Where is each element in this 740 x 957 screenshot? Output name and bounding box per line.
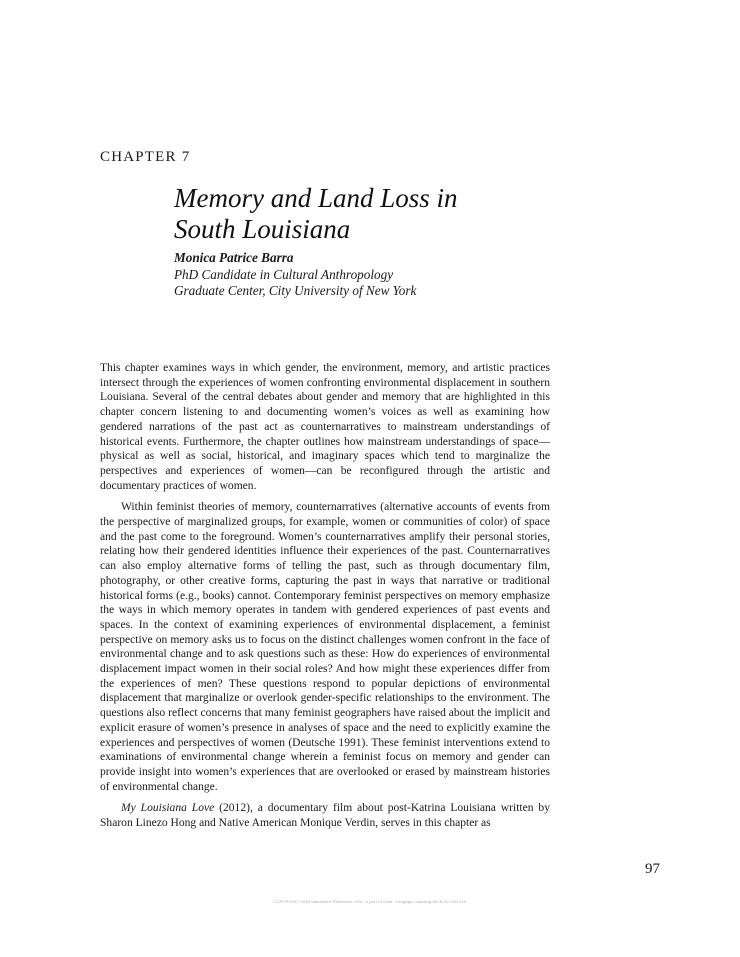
author-block	[174, 250, 614, 300]
page-number: 97	[645, 861, 660, 877]
paragraph-3-text: (2012), a documentary film about post-Katrina Louisiana written by Sharon Linezo Hong and Native American Monique Verdin, serves in this chapter as	[100, 802, 550, 830]
author-name: Monica Patrice Barra	[174, 250, 294, 265]
paragraph-3	[100, 801, 550, 830]
paragraph-1: This chapter examines ways in which gender, the environment, memory, and artistic practices intersect through the experiences of women confronting environmental displacement in southern Louisiana. Several of the central debates about gender and memory that are highlighted in this chapter concern listening to and documenting women’s voices as well as examining how gendered narrations of the past act as counternarratives to mainstream understandings of historical events. Furthermore, the chapter outlines how mainstream understandings of space—physical as well as social, historical, and imaginary spaces which tend to marginalize the perspectives and experiences of women—can be reconfigured through the artistic and documentary practices of women.	[100, 362, 550, 492]
copyright-notice: COPYRIGHT 2016 Macmillan Reference USA, a part of Gale, Cengage Learning WCN 02-200-210	[273, 899, 467, 904]
author-role: PhD Candidate in Cultural Anthropology	[174, 266, 394, 282]
paragraph-2: Within feminist theories of memory, counternarratives (alternative accounts of events from the perspective of marginalized groups, for example, women or communities of color) of space and the past come to the foreground. Women’s counternarratives amplify their personal stories, relating how their gendered identities influence their experiences of the past. Counternarratives can also employ alternative forms of telling the past, such as through documentary film, photography, or other creative forms, capturing the past in ways that narrative or traditional historical forms (e.g., books) cannot. Contemporary feminist perspectives on memory emphasize the ways in which memory operates in tandem with gendered experiences of past events and spaces. In the context of examining experiences of environmental displacement, a feminist perspective on memory asks us to focus on the distinct challenges women confront in the face of environmental change and to ask questions such as these: How do experiences of environmental displacement impact women in their social roles? And how might these experiences differ from the experiences of men? These questions respond to popular depictions of environmental displacement that marginalize or overlook gender-specific relationships to the environment. The questions also reflect concerns that many feminist geographers have raised about the implicit and explicit erasure of women’s presence in analyses of space and the need to explicitly examine the experiences and perspectives of women (Deutsche 1991). These feminist interventions extend to examinations of environmental change wherein a feminist focus on memory and gender can provide insight into women’s experiences that are overlooked or erased by mainstream histories of environmental change.	[100, 501, 550, 793]
author-affiliation: Graduate Center, City University of New York	[174, 283, 417, 298]
chapter-title-line-2: South Louisiana	[174, 214, 351, 244]
chapter-label: CHAPTER 7	[100, 149, 191, 165]
chapter-title	[174, 183, 614, 245]
body-text	[100, 361, 550, 838]
film-title: My Louisiana Love	[121, 802, 215, 815]
chapter-title-line-1: Memory and Land Loss in	[174, 183, 458, 213]
